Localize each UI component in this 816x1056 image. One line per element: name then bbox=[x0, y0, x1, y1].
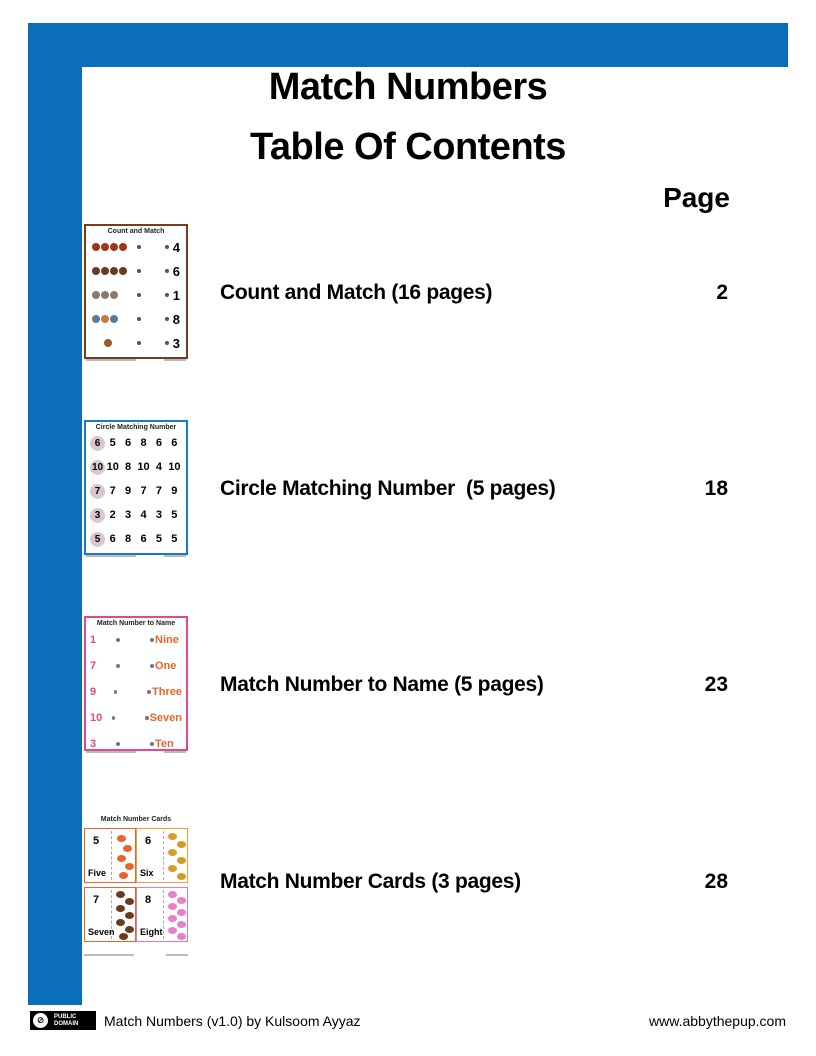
choice-number: 6 bbox=[109, 533, 116, 545]
document-title: Match Numbers bbox=[268, 66, 548, 108]
thumbnail-heading: Match Number Cards bbox=[100, 816, 172, 823]
public-domain-badge[interactable] bbox=[30, 1011, 96, 1030]
toc-entry-title[interactable]: Match Number Cards (3 pages) bbox=[220, 870, 521, 893]
thumbnail-heading: Count and Match bbox=[107, 228, 165, 235]
choice-number: 3 bbox=[155, 509, 162, 521]
thumbnail-number: 9 bbox=[90, 686, 97, 698]
thumbnail-number: 1 bbox=[90, 634, 97, 646]
circled-number: 7 bbox=[90, 484, 105, 499]
thumbnail-footer bbox=[86, 359, 186, 364]
card-number: 6 bbox=[145, 835, 152, 847]
thumbnail-row bbox=[86, 679, 186, 705]
public-domain-icon: ⊘ bbox=[33, 1013, 48, 1028]
thumbnail-footer bbox=[86, 751, 186, 756]
card-word: Six bbox=[140, 868, 154, 878]
choice-number: 6 bbox=[140, 533, 147, 545]
thumbnail-row bbox=[86, 307, 186, 331]
choice-number: 5 bbox=[109, 437, 116, 449]
thumbnail-row bbox=[86, 331, 186, 355]
thumbnail-footer bbox=[86, 555, 186, 560]
thumbnail-name: Three bbox=[152, 686, 182, 698]
choice-number: 9 bbox=[171, 485, 178, 497]
choice-number: 7 bbox=[140, 485, 147, 497]
thumbnail-row bbox=[86, 235, 186, 259]
footer-credit: Match Numbers (v1.0) by Kulsoom Ayyaz bbox=[104, 1013, 361, 1029]
card-word: Eight bbox=[140, 927, 163, 937]
card-number: 8 bbox=[145, 894, 152, 906]
license-line-1: PUBLIC bbox=[54, 1013, 77, 1020]
ant-pictures bbox=[92, 243, 129, 251]
circled-number: 5 bbox=[90, 532, 105, 547]
thumbnail-row bbox=[86, 259, 186, 283]
thumbnail-number: 4 bbox=[172, 239, 180, 255]
thumbnail-number: 10 bbox=[90, 712, 103, 724]
choice-number: 8 bbox=[125, 533, 132, 545]
choice-number: 7 bbox=[109, 485, 116, 497]
thumbnail-number: 1 bbox=[172, 287, 180, 303]
toc-entry-page[interactable]: 18 bbox=[704, 477, 728, 500]
thumbnail-number: 3 bbox=[172, 335, 180, 351]
thumbnail-row bbox=[86, 527, 186, 551]
toc-entry-title[interactable]: Count and Match (16 pages) bbox=[220, 281, 493, 304]
choice-number: 10 bbox=[137, 461, 150, 473]
choice-number: 6 bbox=[125, 437, 132, 449]
choice-number: 10 bbox=[106, 461, 119, 473]
thumbnail-row bbox=[86, 503, 186, 527]
monkey-pictures bbox=[92, 339, 129, 347]
card-word: Five bbox=[88, 868, 107, 878]
choice-number: 4 bbox=[140, 509, 147, 521]
thumbnail-heading: Match Number to Name bbox=[96, 620, 176, 627]
owl-pictures bbox=[92, 291, 129, 299]
hedgehog-pictures bbox=[92, 267, 129, 275]
circled-number: 6 bbox=[90, 436, 105, 451]
thumbnail-row bbox=[86, 479, 186, 503]
footer-website-link[interactable]: www.abbythepup.com bbox=[649, 1013, 786, 1029]
number-card bbox=[136, 828, 188, 883]
choice-number: 8 bbox=[125, 461, 132, 473]
thumbnail-heading: Circle Matching Number bbox=[95, 424, 177, 431]
thumbnail-match-number-cards[interactable] bbox=[84, 816, 188, 952]
choice-number: 7 bbox=[155, 485, 162, 497]
choice-number: 8 bbox=[140, 437, 147, 449]
thumbnail-row bbox=[86, 431, 186, 455]
thumbnail-row bbox=[86, 653, 186, 679]
snail-pictures bbox=[92, 315, 129, 323]
thumbnail-match-number-to-name[interactable] bbox=[84, 616, 188, 751]
card-word: Seven bbox=[88, 927, 115, 937]
choice-number: 3 bbox=[125, 509, 132, 521]
thumbnail-row bbox=[86, 705, 186, 731]
choice-number: 10 bbox=[168, 461, 181, 473]
document-subtitle: Table Of Contents bbox=[250, 126, 566, 168]
license-label bbox=[54, 1014, 78, 1028]
number-card bbox=[136, 887, 188, 942]
page-column-header: Page bbox=[663, 182, 730, 213]
toc-entry-page[interactable]: 2 bbox=[716, 281, 728, 304]
toc-entry-page[interactable]: 28 bbox=[704, 870, 728, 893]
thumbnail-row bbox=[86, 627, 186, 653]
thumbnail-name: Seven bbox=[149, 712, 183, 724]
card-number: 7 bbox=[93, 894, 100, 906]
circled-number: 10 bbox=[91, 461, 104, 473]
number-card bbox=[84, 828, 136, 883]
choice-number: 6 bbox=[171, 437, 178, 449]
thumbnail-number: 8 bbox=[172, 311, 180, 327]
choice-number: 2 bbox=[109, 509, 116, 521]
thumbnail-name: Nine bbox=[155, 634, 179, 646]
thumbnail-count-and-match[interactable] bbox=[84, 224, 188, 359]
choice-number: 9 bbox=[125, 485, 132, 497]
toc-entry-page[interactable]: 23 bbox=[704, 673, 728, 696]
card-number: 5 bbox=[93, 835, 100, 847]
choice-number: 5 bbox=[171, 509, 178, 521]
toc-entry-title[interactable]: Match Number to Name (5 pages) bbox=[220, 673, 544, 696]
thumbnail-name: Ten bbox=[155, 738, 174, 750]
license-line-2: DOMAIN bbox=[54, 1020, 79, 1027]
choice-number: 6 bbox=[155, 437, 162, 449]
thumbnail-row bbox=[86, 283, 186, 307]
thumbnail-circle-matching-number[interactable] bbox=[84, 420, 188, 555]
choice-number: 5 bbox=[155, 533, 162, 545]
circled-number: 3 bbox=[90, 508, 105, 523]
thumbnail-name: One bbox=[155, 660, 177, 672]
choice-number: 5 bbox=[171, 533, 178, 545]
thumbnail-number: 6 bbox=[172, 263, 180, 279]
choice-number: 4 bbox=[155, 461, 162, 473]
thumbnail-footer bbox=[84, 954, 188, 959]
number-card bbox=[84, 887, 136, 942]
toc-entry-title[interactable]: Circle Matching Number (5 pages) bbox=[220, 477, 556, 500]
thumbnail-row bbox=[86, 455, 186, 479]
thumbnail-number: 7 bbox=[90, 660, 97, 672]
thumbnail-number: 3 bbox=[90, 738, 97, 750]
